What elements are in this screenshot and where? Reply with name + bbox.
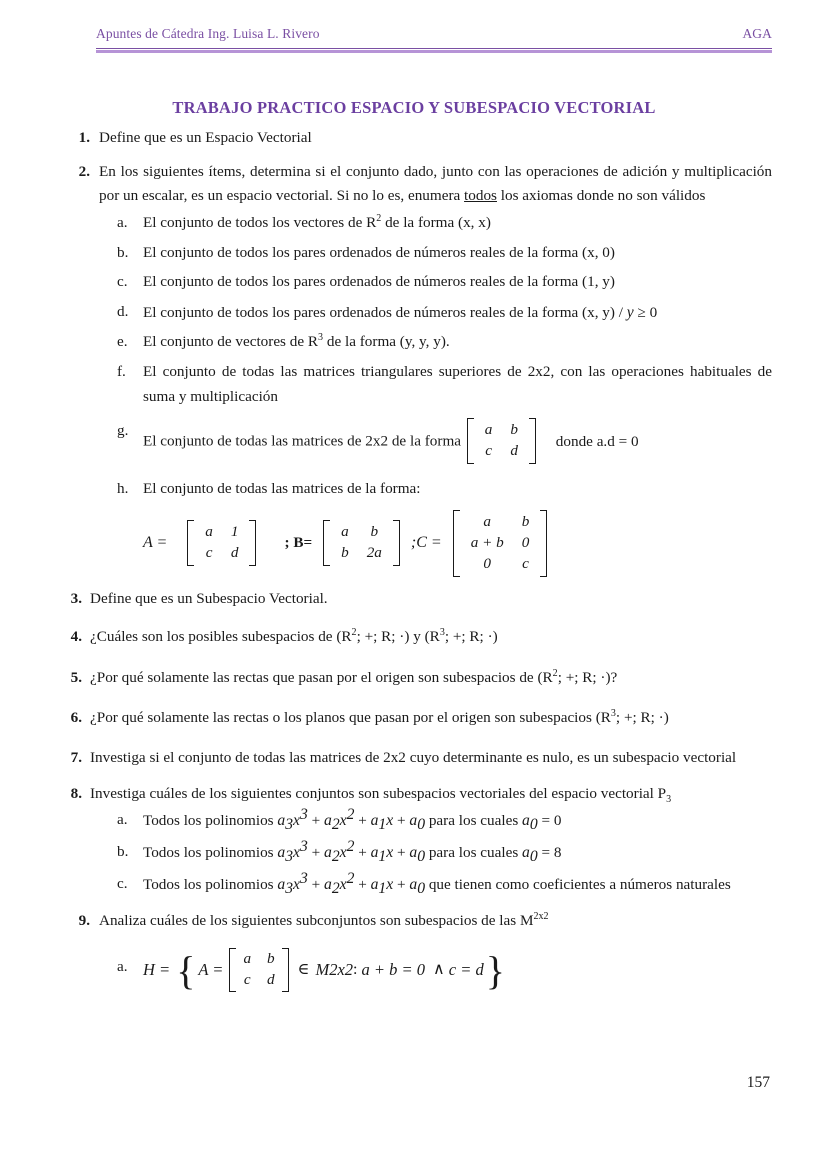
list-item-9-sup1: 2x2 xyxy=(533,911,549,923)
condition-9a-second: c = d xyxy=(448,959,484,979)
list-item-7-number: 7. xyxy=(70,749,82,767)
header-course-code: AGA xyxy=(742,26,772,41)
list-item-9 xyxy=(60,909,772,934)
list-item-4-text xyxy=(90,625,772,650)
matrix-9a-cell-r1c0: c xyxy=(243,970,251,988)
matrix-B-cell-r0c0: a xyxy=(341,523,349,541)
sublist-item-8a-pre: Todos los polinomios xyxy=(143,812,274,830)
matrix-A-label: A = xyxy=(143,534,168,552)
matrix-C-cell-r2c1: c xyxy=(522,554,529,572)
list-item-8-part1: Investiga cuáles de los siguientes conjuntos son subespacios vectoriales del espacio vectorial P xyxy=(90,784,667,802)
condition-9a-first: a + b = 0 xyxy=(361,959,426,979)
sublist-item-8c-letter: c. xyxy=(117,874,128,892)
polynomial-8b: $a_3x^3 + a_2x^2 + a_1x + a_0$ xyxy=(277,838,426,866)
list-item-9-text xyxy=(99,909,772,934)
sublist-item-2e-pre: El conjunto de vectores de R xyxy=(143,333,319,351)
sublist-item-2g-pre: El conjunto de todas las matrices de 2x2 de la forma xyxy=(143,432,461,450)
matrix-2g-cell-r1c0: c xyxy=(485,442,492,460)
matrix-B-label: ; B= xyxy=(284,533,313,551)
matrix-C xyxy=(453,510,548,577)
header-divider-thin-line xyxy=(96,48,772,49)
sublist-item-2g xyxy=(117,419,772,465)
matrix-9a-cell-r1c1: d xyxy=(267,970,275,988)
matrix-C-cell-r1c1: 0 xyxy=(521,533,530,551)
list-item-5-sup1: 2 xyxy=(552,667,558,679)
matrix-9a-cell-r0c1: b xyxy=(267,949,275,967)
list-item-4-part2: ; +; R; ·) y (R xyxy=(356,628,440,646)
sublist-item-2e-post: de la forma (y, y, y). xyxy=(323,333,450,351)
matrix-C-label: ;C = xyxy=(410,534,442,552)
list-item-4-sup2: 3 xyxy=(439,627,445,639)
matrix-9a-label: A = xyxy=(198,959,224,979)
sublist-item-2d-post: ≥ 0 xyxy=(633,303,658,321)
sublist-item-8c-text xyxy=(143,869,772,898)
matrix-C-cell-r0c0: a xyxy=(483,512,491,530)
list-item-9-part1: Analiza cuáles de los siguientes subconjuntos son subespacios de las M xyxy=(99,912,534,930)
sublist-item-2a-sup: 2 xyxy=(376,212,382,224)
polynomial-8a: $a_3x^3 + a_2x^2 + a_1x + a_0$ xyxy=(277,806,426,834)
sublist-item-2b-text: El conjunto de todos los pares ordenados de números reales de la forma (x, 0) xyxy=(143,243,615,261)
sublist-item-9a-letter: a. xyxy=(117,957,128,975)
list-item-5-part2: ; +; R; ·)? xyxy=(557,668,618,686)
list-item-6 xyxy=(60,706,772,731)
matrix-A xyxy=(187,520,256,566)
sublist-item-8c-post: que tienen como coeficientes a números naturales xyxy=(428,875,731,893)
list-item-5-number: 5. xyxy=(70,668,82,686)
matrix-2g-cell-r1c1: d xyxy=(510,442,518,460)
matrix-C-cell-r0c1: b xyxy=(521,512,530,530)
document-content xyxy=(60,126,772,997)
list-item-6-text xyxy=(90,706,772,731)
matrix-2g xyxy=(467,418,536,464)
sublist-item-2e-letter: e. xyxy=(117,333,128,351)
open-brace-icon: { xyxy=(176,947,196,993)
matrix-A-cell-r0c0: a xyxy=(205,523,213,541)
header-divider xyxy=(96,48,772,53)
sublist-item-2e-sup: 3 xyxy=(318,332,324,344)
element-of-icon: ∈ xyxy=(297,960,310,978)
sublist-item-2e xyxy=(117,330,772,355)
sublist-item-8a-letter: a. xyxy=(117,811,128,829)
list-item-9-number: 9. xyxy=(78,912,90,930)
sublist-item-2d-variable: y xyxy=(626,303,634,321)
matrix-9a-cell-r0c0: a xyxy=(243,949,252,967)
list-item-9-sublist xyxy=(117,948,772,992)
space-label-M: M xyxy=(315,959,330,979)
list-item-1 xyxy=(60,126,772,151)
list-item-8 xyxy=(60,782,772,807)
page-number: 157 xyxy=(746,1074,770,1091)
matrix-B xyxy=(323,520,400,566)
sublist-item-2c xyxy=(117,270,772,295)
condition-8b: $a_0 = 8$ xyxy=(522,844,562,866)
sublist-item-2g-text xyxy=(143,419,772,465)
list-item-7-text: Investiga si el conjunto de todas las matrices de 2x2 cuyo determinante es nulo, es un subespacio vectorial xyxy=(90,749,737,767)
list-item-2-number: 2. xyxy=(78,162,90,180)
list-item-6-part2: ; +; R; ·) xyxy=(615,708,669,726)
list-item-5 xyxy=(60,666,772,691)
list-item-3-number: 3. xyxy=(70,589,82,607)
list-item-6-part1: ¿Por qué solamente las rectas o los planos que pasan por el origen son subespacios (R xyxy=(90,708,611,726)
matrix-2g-cell-r0c1: b xyxy=(510,421,518,439)
sublist-item-8b-pre: Todos los polinomios xyxy=(143,844,274,862)
header-divider-thick-line xyxy=(96,50,772,53)
matrix-9a xyxy=(229,948,288,992)
list-item-3 xyxy=(60,587,772,612)
list-item-6-sup1: 3 xyxy=(610,707,616,719)
matrix-A-cell-r1c0: c xyxy=(205,544,213,562)
sublist-item-8b-mid: para los cuales xyxy=(428,844,519,862)
matrix-C-cell-r1c0: a + b xyxy=(470,533,504,551)
list-item-7 xyxy=(60,746,772,771)
matrix-B-cell-r1c1: 2a xyxy=(366,544,382,562)
polynomial-8c: $a_3x^3 + a_2x^2 + a_1x + a_0$ xyxy=(277,869,426,897)
sublist-item-2d-pre: El conjunto de todos los pares ordenados de números reales de la forma (x, y) / xyxy=(143,303,627,321)
matrix-B-cell-r0c1: b xyxy=(370,523,379,541)
page-header xyxy=(96,26,772,42)
condition-8a: $a_0 = 0$ xyxy=(522,812,562,834)
list-item-2-text-part2: los axiomas donde no son válidos xyxy=(496,187,706,205)
matrix-row-2h xyxy=(143,510,772,577)
list-item-4-part1: ¿Cuáles son los posibles subespacios de (R xyxy=(90,628,352,646)
list-item-6-number: 6. xyxy=(70,708,82,726)
sublist-item-8b-letter: b. xyxy=(117,843,129,861)
header-author-text: Apuntes de Cátedra Ing. Luisa L. Rivero xyxy=(96,26,320,41)
list-item-5-part1: ¿Por qué solamente las rectas que pasan por el origen son subespacios de (R xyxy=(90,668,553,686)
sublist-item-2a-pre: El conjunto de todos los vectores de R xyxy=(143,213,377,231)
list-item-2-underlined-word: todos xyxy=(464,187,497,205)
sublist-item-2d xyxy=(117,300,772,326)
colon-separator: : xyxy=(353,960,358,978)
list-item-2-sublist xyxy=(117,211,772,577)
list-item-4-number: 4. xyxy=(70,628,82,646)
sublist-item-2d-text xyxy=(143,300,772,326)
list-item-8-subscript: 3 xyxy=(666,793,672,805)
list-item-8-text xyxy=(90,782,772,807)
sublist-item-2c-letter: c. xyxy=(117,273,128,291)
list-item-8-number: 8. xyxy=(70,784,82,802)
list-item-2-text-part1: En los siguientes ítems, determina si el conjunto dado, junto con las operaciones de adición y multiplicación por un escalar, es un espacio vectorial. Si no lo es, enumera xyxy=(99,162,772,205)
sublist-item-8b-text xyxy=(143,840,772,866)
sublist-item-2g-post: donde a.d = 0 xyxy=(555,432,639,450)
logical-and-icon: ∧ xyxy=(433,960,445,978)
matrix-A-cell-r0c1: 1 xyxy=(230,523,239,541)
sublist-item-2b xyxy=(117,241,772,266)
page-title: TRABAJO PRACTICO ESPACIO Y SUBESPACIO VECTORIAL xyxy=(172,98,656,117)
list-item-1-number: 1. xyxy=(78,129,90,146)
sublist-item-2f-letter: f. xyxy=(117,363,126,380)
list-item-8-sublist xyxy=(117,808,772,897)
list-item-1-text: Define que es un Espacio Vectorial xyxy=(99,129,312,146)
sublist-item-2f-text: El conjunto de todas las matrices triangulares superiores de 2x2, con las operaciones habituales de suma y multiplicación xyxy=(143,363,772,405)
list-item-5-text xyxy=(90,666,772,691)
list-item-4 xyxy=(60,625,772,650)
sublist-item-9a xyxy=(117,948,772,992)
sublist-item-2h xyxy=(117,477,772,502)
sublist-item-8c-pre: Todos los polinomios xyxy=(143,875,274,893)
sublist-item-8a-mid: para los cuales xyxy=(428,812,519,830)
sublist-item-8b xyxy=(117,840,772,866)
sublist-item-2h-letter: h. xyxy=(117,480,129,498)
sublist-item-2a-letter: a. xyxy=(117,213,128,231)
sublist-item-2h-text: El conjunto de todas las matrices de la forma: xyxy=(143,480,421,498)
sublist-item-2a-text xyxy=(143,211,772,236)
list-item-3-text: Define que es un Subespacio Vectorial. xyxy=(90,589,328,607)
list-item-4-part3: ; +; R; ·) xyxy=(444,628,498,646)
sublist-item-2b-letter: b. xyxy=(117,243,129,261)
matrix-A-cell-r1c1: d xyxy=(230,544,239,562)
sublist-item-2f xyxy=(117,360,772,409)
sublist-item-2c-text: El conjunto de todos los pares ordenados de números reales de la forma (1, y) xyxy=(143,273,615,291)
sublist-item-2e-text xyxy=(143,330,772,355)
list-item-2-text xyxy=(99,160,772,209)
list-item-4-sup1: 2 xyxy=(351,627,357,639)
matrix-2g-cell-r0c0: a xyxy=(484,421,493,439)
list-item-2 xyxy=(60,160,772,209)
close-brace-icon: } xyxy=(485,947,505,993)
sublist-item-2a xyxy=(117,211,772,236)
sublist-item-8a xyxy=(117,808,772,834)
sublist-item-2d-letter: d. xyxy=(117,302,129,320)
set-definition-9a: H = { A = a b c d ∈ M 2x2 : a + b = 0 ∧ c = d } xyxy=(143,947,505,993)
matrix-B-cell-r1c0: b xyxy=(341,544,349,562)
matrix-C-cell-r2c0: 0 xyxy=(483,554,491,572)
sublist-item-2g-letter: g. xyxy=(117,422,129,440)
sublist-item-8a-text xyxy=(143,808,772,834)
sublist-item-8c xyxy=(117,869,772,898)
sublist-item-9a-text xyxy=(143,948,772,992)
set-name-H: H = xyxy=(143,959,171,979)
sublist-item-2a-post: de la forma (x, x) xyxy=(381,213,491,231)
